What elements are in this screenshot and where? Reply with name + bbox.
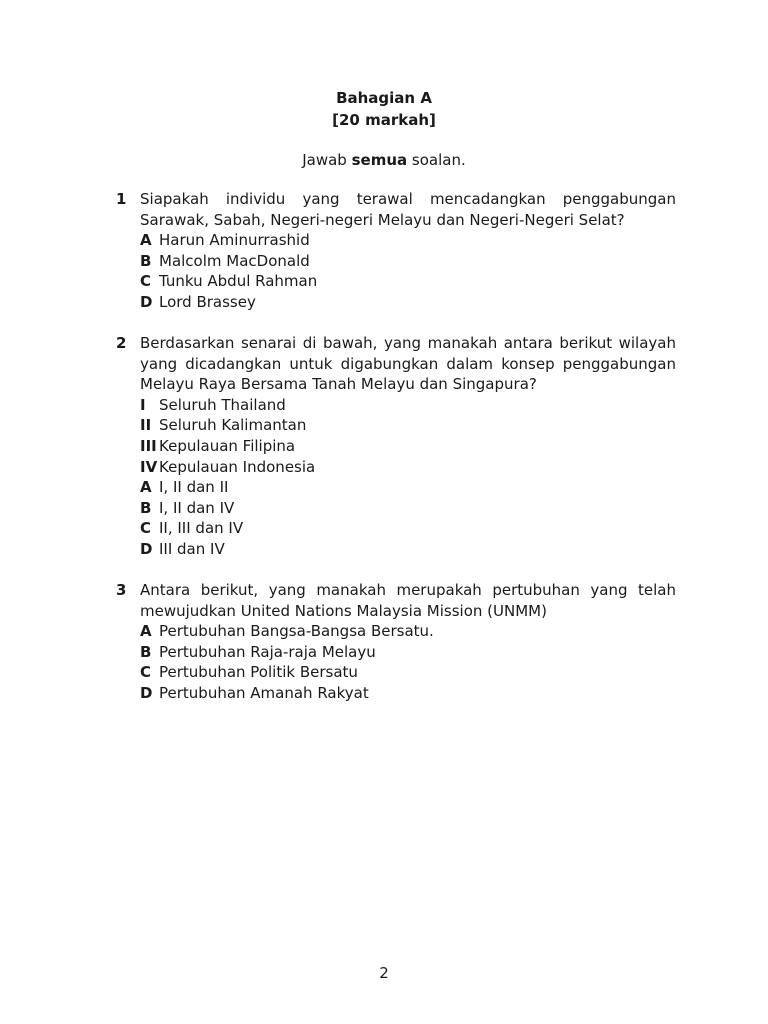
option-letter: D bbox=[140, 683, 153, 702]
option-text: Pertubuhan Politik Bersatu bbox=[159, 663, 358, 682]
question-number: 2 bbox=[116, 334, 127, 352]
option-letter: D bbox=[140, 539, 153, 558]
option-c bbox=[116, 518, 676, 539]
question-text: Berdasarkan senarai di bawah, yang manakah antara berikut wilayah yang dicadangkan untuk digabungkan dalam konsep penggabungan Melayu Raya Bersama Tanah Melayu dan Singapura? bbox=[140, 334, 676, 394]
option-letter: A bbox=[140, 622, 152, 641]
option-letter: C bbox=[140, 519, 152, 538]
option-c bbox=[116, 662, 676, 683]
page-number: 2 bbox=[379, 964, 389, 982]
question-stem bbox=[116, 333, 676, 395]
option-a bbox=[116, 477, 676, 498]
question-stem bbox=[116, 580, 676, 621]
option-letter: C bbox=[140, 663, 152, 682]
question-number: 3 bbox=[116, 581, 127, 599]
option-a bbox=[116, 230, 676, 251]
statement-iii bbox=[116, 436, 676, 457]
statement-numeral: III bbox=[140, 436, 157, 455]
option-letter: B bbox=[140, 498, 152, 517]
statement-ii bbox=[116, 415, 676, 436]
option-d bbox=[116, 683, 676, 704]
statement-text: Seluruh Kalimantan bbox=[159, 416, 307, 435]
question-1 bbox=[116, 189, 676, 313]
statement-text: Kepulauan Indonesia bbox=[159, 457, 316, 476]
option-b bbox=[116, 251, 676, 272]
option-text: I, II dan IV bbox=[159, 498, 235, 517]
option-text: III dan IV bbox=[159, 539, 225, 558]
option-letter: A bbox=[140, 231, 152, 250]
statement-text: Kepulauan Filipina bbox=[159, 436, 296, 455]
option-text: Harun Aminurrashid bbox=[159, 231, 310, 250]
option-c bbox=[116, 271, 676, 292]
option-a bbox=[116, 621, 676, 642]
option-d bbox=[116, 292, 676, 313]
statement-numeral: II bbox=[140, 416, 152, 435]
question-stem bbox=[116, 189, 676, 230]
option-b bbox=[116, 498, 676, 519]
section-marks: [20 markah] bbox=[332, 111, 436, 129]
option-text: Lord Brassey bbox=[159, 292, 256, 311]
option-text: Pertubuhan Bangsa-Bangsa Bersatu. bbox=[159, 622, 434, 641]
question-3 bbox=[116, 580, 676, 704]
option-d bbox=[116, 539, 676, 560]
option-text: Pertubuhan Raja-raja Melayu bbox=[159, 642, 376, 661]
question-number: 1 bbox=[116, 190, 127, 208]
option-letter: B bbox=[140, 642, 152, 661]
instruction-after: soalan. bbox=[407, 151, 466, 169]
instruction-emphasis: semua bbox=[351, 151, 408, 169]
option-text: Tunku Abdul Rahman bbox=[159, 272, 318, 291]
statement-numeral: IV bbox=[140, 457, 158, 476]
option-letter: D bbox=[140, 292, 153, 311]
option-text: Pertubuhan Amanah Rakyat bbox=[159, 683, 369, 702]
option-letter: C bbox=[140, 272, 152, 291]
statement-text: Seluruh Thailand bbox=[159, 395, 286, 414]
option-letter: A bbox=[140, 478, 152, 497]
question-text: Antara berikut, yang manakah merupakah pertubuhan yang telah mewujudkan United Nations Malaysia Mission (UNMM) bbox=[140, 581, 676, 620]
question-2 bbox=[116, 333, 676, 560]
statement-i bbox=[116, 395, 676, 416]
instruction bbox=[0, 150, 768, 170]
statement-iv bbox=[116, 457, 676, 478]
option-text: Malcolm MacDonald bbox=[159, 251, 310, 270]
option-b bbox=[116, 642, 676, 663]
section-title: Bahagian A bbox=[336, 89, 432, 107]
option-letter: B bbox=[140, 251, 152, 270]
option-text: I, II dan II bbox=[159, 478, 229, 497]
statement-numeral: I bbox=[140, 395, 146, 414]
instruction-before: Jawab bbox=[302, 151, 352, 169]
option-text: II, III dan IV bbox=[159, 519, 244, 538]
question-text: Siapakah individu yang terawal mencadangkan penggabungan Sarawak, Sabah, Negeri-negeri Melayu dan Negeri-Negeri Selat? bbox=[140, 190, 676, 229]
